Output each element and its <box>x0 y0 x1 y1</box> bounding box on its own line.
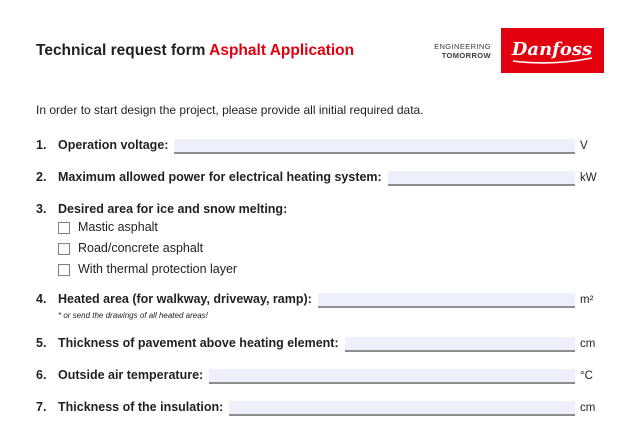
checkbox-label: Road/concrete asphalt <box>78 241 204 255</box>
unit-label: °C <box>580 370 593 382</box>
checkbox-list <box>58 221 604 276</box>
item-label: Maximum allowed power for electrical heating system: <box>58 170 382 184</box>
text-input[interactable] <box>345 337 575 352</box>
form-row <box>36 334 604 352</box>
item-number: 7. <box>36 400 47 414</box>
form-row <box>36 136 604 154</box>
unit-label: V <box>580 140 588 152</box>
item-footnote: * or send the drawings of all heated areas! <box>58 311 208 320</box>
unit-label: cm <box>580 338 596 350</box>
item-number: 1. <box>36 138 47 152</box>
item-number: 3. <box>36 202 47 216</box>
page-title-red: Asphalt Application <box>209 42 355 59</box>
item-number: 2. <box>36 170 47 184</box>
item-number: 4. <box>36 292 47 306</box>
checkbox[interactable] <box>58 264 70 276</box>
intro-text: In order to start design the project, please provide all initial required data. <box>36 103 424 117</box>
tagline-line1: ENGINEERING <box>434 41 491 51</box>
item-label: Heated area (for walkway, driveway, ramp): <box>58 292 312 306</box>
checkbox-label: Mastic asphalt <box>78 220 158 234</box>
form-row <box>36 290 604 320</box>
checkbox-option[interactable] <box>58 242 604 255</box>
form-row <box>36 168 604 186</box>
item-number: 6. <box>36 368 47 382</box>
unit-label: kW <box>580 172 597 184</box>
text-input[interactable] <box>388 171 575 186</box>
checkbox[interactable] <box>58 243 70 255</box>
page-header <box>36 0 604 73</box>
text-input[interactable] <box>229 401 575 416</box>
checkbox-option[interactable] <box>58 263 604 276</box>
form-row <box>36 200 604 276</box>
checkbox-option[interactable] <box>58 221 604 234</box>
form-row <box>36 398 604 416</box>
tagline-line2: TOMORROW <box>441 50 491 60</box>
item-label: Thickness of the insulation: <box>58 400 224 414</box>
form-row <box>36 366 604 384</box>
danfoss-logo-icon <box>501 28 604 73</box>
text-input[interactable] <box>318 293 575 308</box>
svg-text:Danfoss: Danfoss <box>511 39 593 60</box>
item-label: Desired area for ice and snow melting: <box>58 202 288 216</box>
item-label: Operation voltage: <box>58 138 169 152</box>
text-input[interactable] <box>209 369 575 384</box>
item-number: 5. <box>36 336 47 350</box>
checkbox[interactable] <box>58 222 70 234</box>
item-label: Thickness of pavement above heating element: <box>58 336 339 350</box>
text-input[interactable] <box>174 139 575 154</box>
unit-label: m² <box>580 294 594 306</box>
page-title <box>36 28 354 60</box>
form <box>36 136 604 416</box>
page-title-black: Technical request form <box>36 42 210 59</box>
item-label: Outside air temperature: <box>58 368 204 382</box>
checkbox-label: With thermal protection layer <box>78 262 238 276</box>
brand-tagline <box>434 42 491 60</box>
unit-label: cm <box>580 402 596 414</box>
brand-block <box>434 28 604 73</box>
